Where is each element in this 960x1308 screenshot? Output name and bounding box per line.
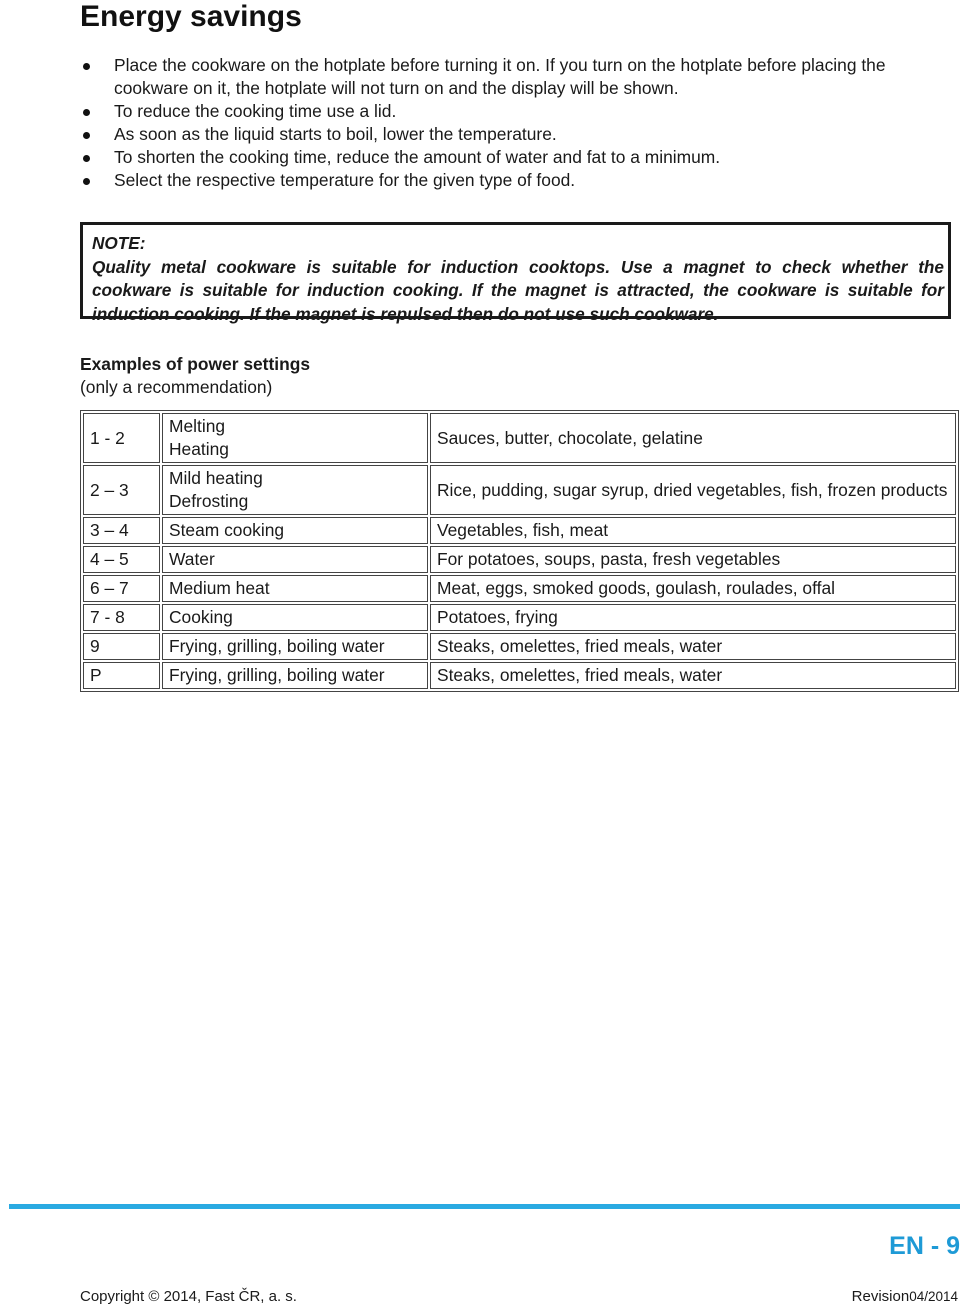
bullet-icon — [83, 109, 90, 116]
table-cell-mode — [162, 465, 428, 515]
table-cell-food: Vegetables, fish, meat — [430, 517, 956, 544]
examples-subtitle: (only a recommendation) — [80, 377, 273, 397]
list-item-text: To reduce the cooking time use a lid. — [114, 101, 397, 121]
list-item-text: Place the cookware on the hotplate before turning it on. If you turn on the hotplate before placing the cookware on it, the hotplate will not turn on and the display will be shown. — [114, 55, 886, 98]
table-row — [83, 633, 956, 660]
revision-date: 04/2014 — [909, 1289, 958, 1304]
table-cell-level: 1 - 2 — [83, 413, 160, 463]
footer-divider — [9, 1204, 960, 1209]
table-cell-food: Meat, eggs, smoked goods, goulash, roulades, offal — [430, 575, 956, 602]
examples-heading — [80, 353, 310, 399]
bullet-icon — [83, 132, 90, 139]
table-row — [83, 517, 956, 544]
table-cell-mode: Steam cooking — [162, 517, 428, 544]
table-row — [83, 604, 956, 631]
table-row — [83, 546, 956, 573]
table-cell-food: Rice, pudding, sugar syrup, dried vegetables, fish, frozen products — [430, 465, 956, 515]
table-cell-food: For potatoes, soups, pasta, fresh vegetables — [430, 546, 956, 573]
table-row — [83, 575, 956, 602]
mode-line: Heating — [169, 439, 229, 459]
table-cell-food: Potatoes, frying — [430, 604, 956, 631]
list-item — [80, 123, 960, 146]
table-cell-level: 3 – 4 — [83, 517, 160, 544]
mode-line: Mild heating — [169, 468, 263, 488]
table-cell-mode — [162, 413, 428, 463]
list-item — [80, 100, 960, 123]
table-cell-level: 4 – 5 — [83, 546, 160, 573]
page-number: EN - 9 — [889, 1232, 960, 1260]
table-cell-mode: Water — [162, 546, 428, 573]
page-title: Energy savings — [80, 0, 302, 33]
bullet-icon — [83, 178, 90, 185]
table-cell-food: Steaks, omelettes, fried meals, water — [430, 633, 956, 660]
mode-line: Defrosting — [169, 491, 249, 511]
table-cell-level: 6 – 7 — [83, 575, 160, 602]
mode-line: Melting — [169, 416, 226, 436]
revision-info — [852, 1288, 958, 1306]
note-heading: NOTE: — [92, 233, 146, 253]
table-cell-mode: Medium heat — [162, 575, 428, 602]
table-cell-level: 7 - 8 — [83, 604, 160, 631]
bullet-icon — [83, 155, 90, 162]
bullet-icon — [83, 63, 90, 70]
list-item — [80, 146, 960, 169]
table-cell-level: 2 – 3 — [83, 465, 160, 515]
table-cell-food: Steaks, omelettes, fried meals, water — [430, 662, 956, 689]
table-cell-mode: Cooking — [162, 604, 428, 631]
table-cell-mode: Frying, grilling, boiling water — [162, 662, 428, 689]
list-item — [80, 169, 960, 192]
examples-title: Examples of power settings — [80, 354, 311, 374]
table-cell-level: P — [83, 662, 160, 689]
table-cell-food: Sauces, butter, chocolate, gelatine — [430, 413, 956, 463]
table-cell-mode: Frying, grilling, boiling water — [162, 633, 428, 660]
list-item-text: Select the respective temperature for the given type of food. — [114, 170, 576, 190]
table-row — [83, 465, 956, 515]
table-row — [83, 662, 956, 689]
note-box — [80, 222, 951, 324]
list-item — [80, 54, 960, 100]
table-cell-level: 9 — [83, 633, 160, 660]
tips-list — [80, 54, 960, 192]
revision-label: Revision — [851, 1288, 910, 1305]
table-row — [83, 413, 956, 463]
power-settings-table — [80, 410, 959, 692]
list-item-text: As soon as the liquid starts to boil, lower the temperature. — [114, 124, 557, 144]
copyright-text: Copyright © 2014, Fast ČR, a. s. — [80, 1288, 297, 1305]
list-item-text: To shorten the cooking time, reduce the amount of water and fat to a minimum. — [114, 147, 721, 167]
note-text: Quality metal cookware is suitable for induction cooktops. Use a magnet to check whether the cookware is suitable for induction cooking. If the magnet is attracted, the cookware is suitable for induction cooking. If the magnet is repulsed then do not use such cookware. — [92, 256, 944, 324]
